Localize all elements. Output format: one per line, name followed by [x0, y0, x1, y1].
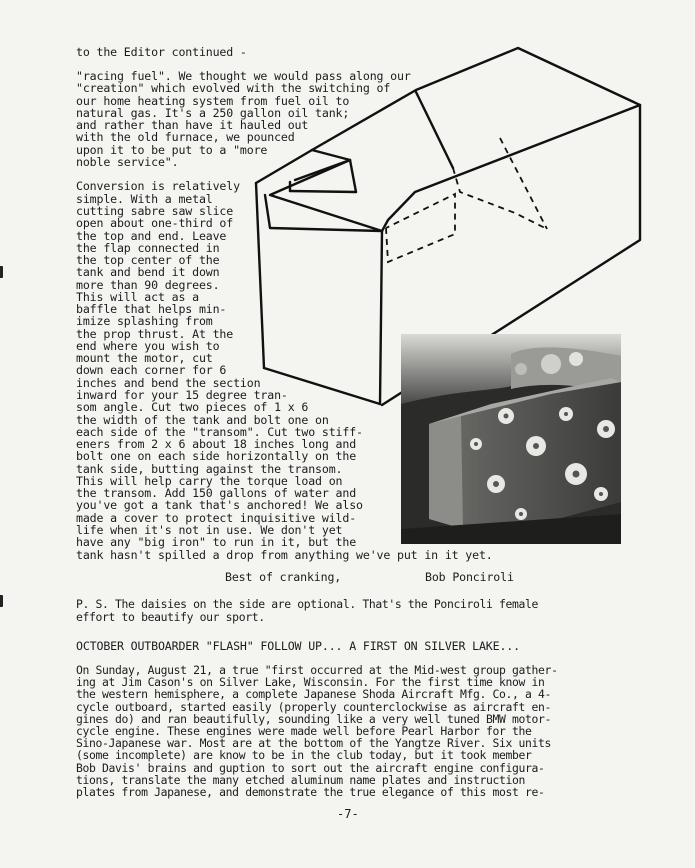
text-line: open about one-third of — [76, 216, 234, 231]
text-line: cycle engine. These engines were made well before Pearl Harbor for the — [76, 724, 532, 738]
text-line: "creation" which evolved with the switching of — [76, 81, 391, 96]
header-line: to the Editor continued - — [76, 45, 247, 59]
text-line: gines do) and ran beautifully, sounding like a very well tuned BMW motor- — [76, 711, 552, 726]
text-line: you've got a tank that's anchored! We also — [76, 498, 363, 513]
text-line: On Sunday, August 21, a true "first occurred at the Mid-west group gather- — [76, 663, 558, 677]
text-line: This will act as a — [76, 289, 199, 304]
text-line: tank hasn't spilled a drop from anything we've put in it yet. — [76, 547, 493, 562]
text-line: the width of the tank and bolt one on — [76, 412, 329, 427]
text-line: simple. With a metal — [76, 191, 213, 206]
signature: Bob Ponciroli — [425, 570, 514, 584]
binder-hole — [0, 266, 3, 278]
tank-photo — [401, 334, 621, 544]
text-line: each side of the "transom". Cut two stiff- — [76, 424, 363, 439]
text-line: the western hemisphere, a complete Japanese Shoda Aircraft Mfg. Co., a 4- — [76, 687, 552, 702]
closing-line: Best of cranking, — [225, 570, 342, 584]
text-line: down each corner for 6 — [76, 363, 227, 378]
text-line: P. S. The daisies on the side are optional. That's the Ponciroli female — [76, 597, 539, 611]
text-line: the transom. Add 150 gallons of water and — [76, 486, 357, 501]
text-line: Conversion is relatively — [76, 179, 240, 194]
text-line: som angle. Cut two pieces of 1 x 6 — [76, 400, 309, 415]
text-line: have any "big iron" to run in it, but the — [76, 535, 357, 550]
text-line: tions, translate the many etched aluminum name plates and instruction — [76, 772, 526, 787]
text-line: the top center of the — [76, 253, 220, 268]
text-line: cycle outboard, started easily (properly counterclockwise as aircraft en- — [76, 699, 552, 714]
text-line: the prop thrust. At the — [76, 326, 234, 341]
text-line: (some incomplete) are know to be in the club today, but it took member — [76, 748, 532, 763]
text-line: natural gas. It's a 250 gallon oil tank; — [76, 105, 350, 120]
text-line: tank and bend it down — [76, 265, 220, 280]
text-line: This will help carry the torque load on — [76, 473, 343, 488]
text-line: cutting sabre saw slice — [76, 203, 234, 218]
text-line: plates from Japanese, and demonstrate the true elegance of this most re- — [76, 785, 545, 799]
text-line: ing at Jim Cason's on Silver Lake, Wisconsin. For the first time know in — [76, 675, 545, 690]
text-line: more than 90 degrees. — [76, 277, 220, 292]
text-line: inward for your 15 degree tran- — [76, 388, 288, 403]
text-line: Bob Davis' brains and guption to sort out the aircraft engine configura- — [76, 760, 545, 775]
text-line: effort to beautify our sport. — [76, 609, 265, 624]
text-line: our home heating system from fuel oil to — [76, 93, 350, 108]
text-line: inches and bend the section — [76, 375, 261, 390]
text-line: noble service". — [76, 154, 179, 169]
text-line: the top and end. Leave — [76, 228, 227, 243]
text-line: made a cover to protect inquisitive wild- — [76, 510, 357, 525]
text-line: end where you wish to — [76, 338, 220, 353]
section-heading: OCTOBER OUTBOARDER "FLASH" FOLLOW UP... A FIRST ON SILVER LAKE... — [76, 639, 520, 653]
text-line: with the old furnace, we pounced — [76, 130, 295, 145]
text-line: life when it's not in use. We don't yet — [76, 522, 343, 537]
page-number: -7- — [337, 807, 359, 821]
text-line: "racing fuel". We thought we would pass along our — [76, 69, 411, 83]
text-line: imize splashing from — [76, 314, 213, 329]
binder-hole — [0, 595, 3, 607]
text-line: mount the motor, cut — [76, 351, 213, 366]
text-line: Sino-Japanese war. Most are at the bottom of the Yangtze River. Six units — [76, 736, 552, 751]
text-line: baffle that helps min- — [76, 302, 227, 317]
text-line: upon it to be put to a "more — [76, 142, 268, 157]
text-line: eners from 2 x 6 about 18 inches long and — [76, 437, 357, 452]
text-line: bolt one on each side horizontally on the — [76, 449, 357, 464]
text-line: tank side, butting against the transom. — [76, 461, 343, 476]
text-line: and rather than have it hauled out — [76, 118, 309, 133]
text-line: the flap connected in — [76, 240, 220, 255]
